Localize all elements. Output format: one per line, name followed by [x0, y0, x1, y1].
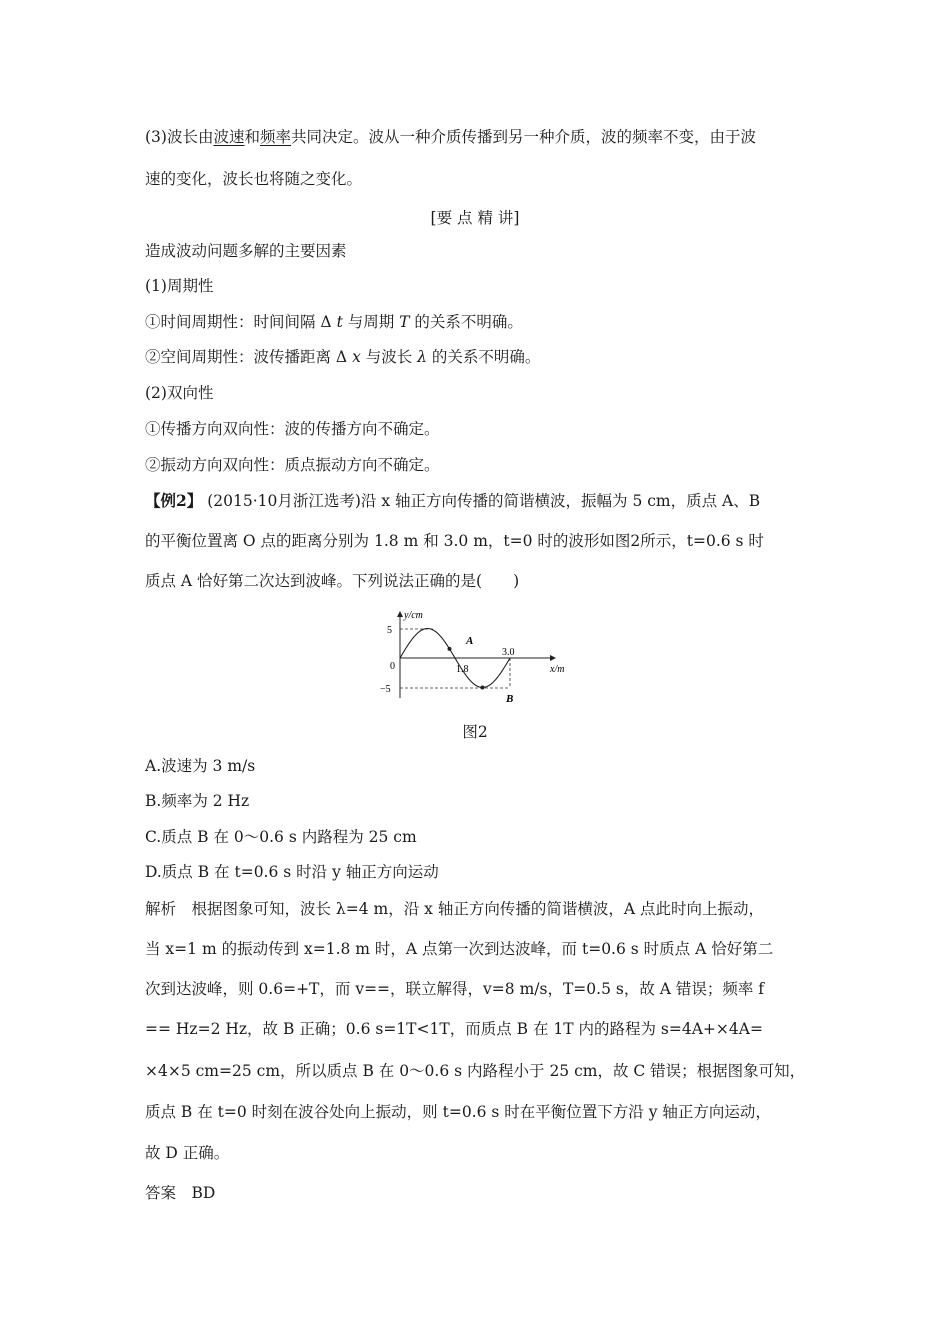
- intro-and: 和: [244, 128, 260, 146]
- example-line-1: [145, 490, 760, 512]
- option-a: A.波速为 3 m/s: [145, 757, 256, 775]
- intro-prefix: (3)波长由: [145, 128, 214, 146]
- term-frequency: 频率: [260, 128, 292, 146]
- bidirectional-propagation: ①传播方向双向性：波的传播方向不确定。: [145, 420, 440, 438]
- periodicity-time: [145, 311, 523, 333]
- example-line-2: 的平衡位置离 O 点的距离分别为 1.8 m 和 3.0 m，t=0 时的波形如图2所示，t=0.6 s 时: [145, 532, 764, 550]
- tick-y-positive: 5: [387, 625, 392, 636]
- tick-x-3-0: 3.0: [502, 647, 515, 658]
- figure-caption: 图2: [462, 723, 488, 741]
- var-lambda: λ: [417, 348, 427, 366]
- text-segment: 的关系不明确。: [427, 348, 541, 366]
- body-heading: 造成波动问题多解的主要因素: [145, 242, 347, 260]
- x-axis-label: x/m: [550, 664, 565, 675]
- tick-x-1-8: 1.8: [456, 664, 469, 675]
- option-d: D.质点 B 在 t=0.6 s 时沿 y 轴正方向运动: [145, 863, 439, 881]
- option-c: C.质点 B 在 0～0.6 s 内路程为 25 cm: [145, 828, 417, 846]
- point-b-dot: [481, 686, 485, 690]
- bidirectional-title: (2)双向性: [145, 384, 214, 402]
- y-axis-label: y/cm: [404, 610, 423, 621]
- analysis-line-7: 故 D 正确。: [145, 1144, 230, 1162]
- var-T: T: [399, 313, 410, 331]
- answer-line: 答案 BD: [145, 1184, 216, 1202]
- analysis-line-6: 质点 B 在 t=0 时刻在波谷处向上振动，则 t=0.6 s 时在平衡位置下方沿 y 轴正方向运动，: [145, 1103, 771, 1121]
- analysis-line-2: 当 x=1 m 的振动传到 x=1.8 m 时，A 点第一次到达波峰，而 t=0.6 s 时质点 A 恰好第二: [145, 940, 774, 958]
- periodicity-title: (1)周期性: [145, 277, 214, 295]
- bidirectional-vibration: ②振动方向双向性：质点振动方向不确定。: [145, 456, 440, 474]
- var-t: t: [336, 313, 343, 331]
- example-line-3: 质点 A 恰好第二次达到波峰。下列说法正确的是( ): [145, 572, 520, 590]
- point-a-dot: [448, 647, 452, 651]
- analysis-line-3: 次到达波峰，则 0.6=+T，而 v==，联立解得，v=8 m/s，T=0.5 s，故 A 错误；频率 f: [145, 980, 765, 998]
- intro-suffix: 共同决定。波从一种介质传播到另一种介质，波的频率不变，由于波: [291, 128, 757, 146]
- text-segment: ②空间周期性：波传播距离 Δ: [145, 348, 353, 366]
- section-title: [要 点 精 讲]: [430, 209, 520, 227]
- text-segment: 与波长: [360, 348, 418, 366]
- tick-y-negative: −5: [380, 684, 391, 695]
- text-segment: ①时间周期性：时间间隔 Δ: [145, 313, 337, 331]
- example-tag: 【例2】: [145, 491, 203, 510]
- analysis-line-4: == Hz=2 Hz，故 B 正确；0.6 s=1T<1T，而质点 B 在 1T 内的路程为 s=4A+×4A=: [145, 1020, 763, 1038]
- analysis-line-5: ×4×5 cm=25 cm，所以质点 B 在 0～0.6 s 内路程小于 25 cm，故 C 错误；根据图象可知，: [145, 1062, 806, 1080]
- text-segment: 的关系不明确。: [409, 313, 523, 331]
- text-segment: 与周期: [342, 313, 400, 331]
- intro-line-1: [145, 126, 756, 148]
- option-b: B.频率为 2 Hz: [145, 792, 250, 810]
- point-a-label: A: [466, 635, 474, 647]
- term-wave-speed: 波速: [213, 128, 245, 146]
- example-text: (2015·10月浙江选考)沿 x 轴正方向传播的简谐横波，振幅为 5 cm，质点 A、B: [207, 492, 761, 510]
- origin-label: 0: [390, 661, 395, 672]
- var-x: x: [352, 348, 361, 366]
- wave-figure: [370, 606, 585, 706]
- intro-line-2: 速的变化，波长也将随之变化。: [145, 170, 363, 188]
- periodicity-space: [145, 346, 540, 368]
- analysis-line-1: 解析 根据图象可知，波长 λ=4 m，沿 x 轴正方向传播的简谐横波，A 点此时向上振动，: [145, 900, 764, 918]
- point-b-label: B: [506, 693, 514, 705]
